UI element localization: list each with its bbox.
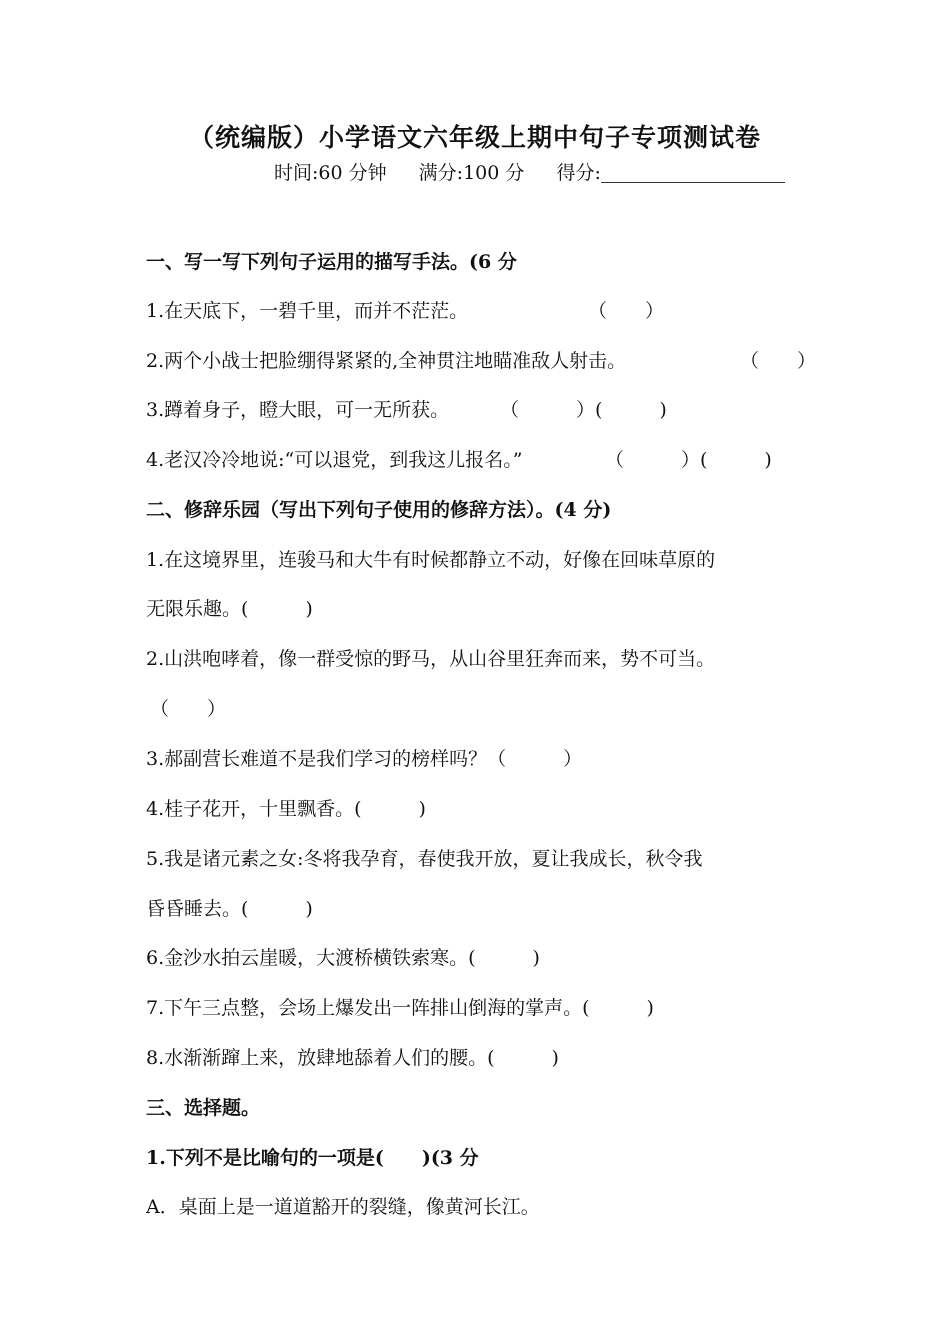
section2-line: 5.我是诸元素之女:冬将我孕育，春使我开放，夏让我成长，秋令我 <box>146 848 703 870</box>
section2-line: 7.下午三点整，会场上爆发出一阵排山倒海的掌声。( ) <box>146 997 654 1019</box>
section2-line: 1.在这境界里，连骏马和大牛有时候都静立不动，好像在回味草原的 <box>146 549 716 571</box>
answer-blank[interactable]: （ ）( ) <box>605 449 772 471</box>
score-blank[interactable] <box>601 162 785 183</box>
section1-heading: 一、写一写下列句子运用的描写手法。(6 分 <box>146 251 517 273</box>
answer-blank[interactable]: （ ） <box>740 350 817 372</box>
full-score: 满分:100 分 <box>418 162 525 184</box>
answer-blank[interactable]: （ ） <box>588 300 665 322</box>
question-1: 1.下列不是比喻句的一项是( )(3 分 <box>146 1147 479 1169</box>
section2-line: 昏昏睡去。( ) <box>146 898 313 920</box>
section1-item: 4.老汉冷冷地说:“可以退党，到我这儿报名。” <box>146 449 523 471</box>
section2-line: 2.山洪咆哮着，像一群受惊的野马，从山谷里狂奔而来，势不可当。 <box>146 648 716 670</box>
section2-line: 4.桂子花开，十里飘香。( ) <box>146 798 426 820</box>
section3-heading: 三、选择题。 <box>146 1097 261 1119</box>
section2-line: 6.金沙水拍云崖暖，大渡桥横铁索寒。( ) <box>146 947 540 969</box>
section1-item: 3.蹲着身子，瞪大眼，可一无所获。 <box>146 399 450 421</box>
section2-line: 8.水渐渐蹿上来，放肆地舔着人们的腰。( ) <box>146 1047 559 1069</box>
exam-meta <box>274 158 785 185</box>
time-limit: 时间:60 分钟 <box>274 162 387 184</box>
section2-heading: 二、修辞乐园（写出下列句子使用的修辞方法）。(4 分) <box>146 499 612 521</box>
answer-blank[interactable]: （ ）( ) <box>500 399 667 421</box>
section2-line: （ ） <box>150 698 227 720</box>
section2-line: 无限乐趣。( ) <box>146 598 313 620</box>
section2-line: 3.郝副营长难道不是我们学习的榜样吗？（ ） <box>146 748 583 770</box>
option-a: A．桌面上是一道道豁开的裂缝，像黄河长江。 <box>146 1196 540 1218</box>
section1-item: 2.两个小战士把脸绷得紧紧的,全神贯注地瞄准敌人射击。 <box>146 350 627 372</box>
page-title: （统编版）小学语文六年级上期中句子专项测试卷 <box>188 123 761 152</box>
score-label: 得分: <box>556 162 601 184</box>
section1-item: 1.在天底下，一碧千里，而并不茫茫。 <box>146 300 469 322</box>
